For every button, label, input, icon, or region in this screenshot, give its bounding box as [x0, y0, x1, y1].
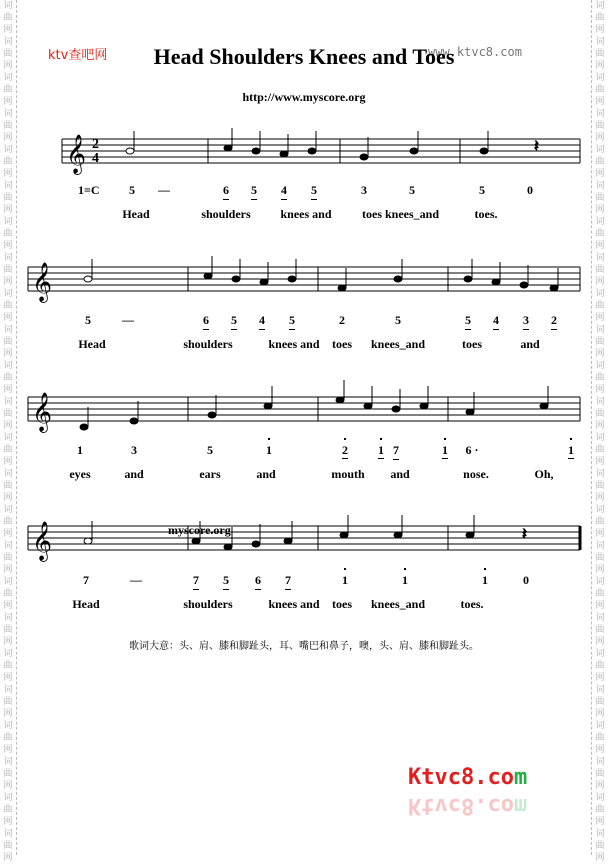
watermark-glyph: 网 — [595, 601, 605, 611]
notehead — [360, 154, 368, 160]
source-url: http://www.myscore.org — [242, 90, 366, 104]
watermark-glyph: 曲 — [595, 265, 605, 275]
lyric-word: and — [390, 467, 410, 481]
lyric-word: Head — [78, 337, 106, 351]
watermark-glyph: 网 — [595, 205, 605, 215]
watermark-glyph: 曲 — [595, 481, 605, 491]
watermark-glyph: 曲 — [3, 337, 13, 347]
lyric-word: knees and — [280, 207, 332, 221]
watermark-glyph: 网 — [595, 277, 605, 287]
jianpu-note: 5 — [251, 183, 257, 200]
notehead — [340, 532, 348, 538]
jianpu-note: 4 — [259, 313, 265, 330]
watermark-glyph: 词 — [595, 109, 605, 119]
watermark-glyph: 网 — [595, 25, 605, 35]
notehead — [84, 538, 92, 544]
time-signature — [92, 137, 99, 166]
numbered-notation-row — [0, 443, 574, 458]
watermark-glyph: 曲 — [3, 553, 13, 563]
watermark-glyph: 词 — [3, 37, 13, 47]
watermark-glyph: 曲 — [595, 337, 605, 347]
watermark-glyph: 词 — [3, 613, 13, 623]
watermark-glyph: 词 — [595, 361, 605, 371]
watermark-glyph: 网 — [3, 205, 13, 215]
watermark-glyph: 词 — [595, 37, 605, 47]
notehead — [192, 538, 200, 544]
notehead — [84, 276, 92, 282]
jianpu-note: 6 — [203, 313, 209, 330]
watermark-glyph: 曲 — [3, 733, 13, 743]
watermark-glyph: 词 — [595, 73, 605, 83]
jianpu-note: 6 · — [465, 443, 479, 457]
lyric-word: and — [124, 467, 144, 481]
notehead — [394, 532, 402, 538]
watermark-glyph: 网 — [3, 277, 13, 287]
jianpu-note: 5 — [85, 313, 91, 327]
jianpu-note: — — [122, 313, 134, 327]
jianpu-note: 5 — [223, 573, 229, 590]
lyric-word: toes — [462, 337, 482, 351]
jianpu-note: 3 — [523, 313, 529, 330]
notehead — [232, 276, 240, 282]
watermark-glyph: 曲 — [3, 301, 13, 311]
watermark-glyph: 曲 — [595, 13, 605, 23]
watermark-glyph: 词 — [595, 829, 605, 839]
notehead — [308, 148, 316, 154]
watermark-glyph: 网 — [595, 709, 605, 719]
watermark-glyph: 网 — [3, 241, 13, 251]
watermark-glyph: 网 — [3, 169, 13, 179]
notehead — [464, 276, 472, 282]
watermark-glyph: 曲 — [3, 625, 13, 635]
watermark-glyph: 网 — [3, 457, 13, 467]
jianpu-note: 5 — [289, 313, 295, 330]
lyric-word: knees_and — [384, 207, 440, 221]
watermark-glyph: 网 — [595, 457, 605, 467]
watermark-glyph: 曲 — [595, 661, 605, 671]
watermark-glyph: 网 — [595, 97, 605, 107]
watermark-glyph: 词 — [3, 793, 13, 803]
jianpu-note: 2 — [342, 443, 348, 457]
jianpu-note: 0 — [523, 573, 529, 587]
lyric-word: knees and — [268, 337, 320, 351]
notehead — [420, 403, 428, 409]
watermark-glyph: 曲 — [595, 157, 605, 167]
watermark-glyph: 词 — [3, 361, 13, 371]
jianpu-note: 5 — [207, 443, 213, 457]
watermark-glyph: 词 — [595, 469, 605, 479]
watermark-glyph: 曲 — [595, 373, 605, 383]
notehead — [364, 403, 372, 409]
watermark-glyph: 网 — [595, 421, 605, 431]
notehead — [520, 282, 528, 288]
watermark-glyph: 网 — [3, 745, 13, 755]
time-sig-bottom: 4 — [92, 151, 99, 166]
watermark-glyph: 曲 — [595, 553, 605, 563]
lyric-word: Head — [122, 207, 150, 221]
watermark-glyph: 网 — [3, 565, 13, 575]
notehead — [410, 148, 418, 154]
watermark-glyph: 词 — [595, 397, 605, 407]
notehead — [492, 279, 500, 285]
watermark-glyph: 网 — [3, 313, 13, 323]
watermark-glyph: 曲 — [3, 445, 13, 455]
jianpu-note: 7 — [83, 573, 89, 587]
numbered-notation-row — [0, 573, 529, 588]
watermark-glyph: 网 — [3, 349, 13, 359]
jianpu-note: 5 — [395, 313, 401, 327]
lyric-word: knees and — [268, 597, 320, 611]
jianpu-note: 1 — [402, 573, 408, 587]
watermark-glyph: 网 — [3, 781, 13, 791]
ktvc8-logo-reflection: Ktvc8.com — [408, 793, 528, 818]
watermark-glyph: 曲 — [595, 85, 605, 95]
watermark-glyph: 词 — [3, 397, 13, 407]
watermark-glyph: 曲 — [3, 373, 13, 383]
watermark-glyph: 曲 — [3, 157, 13, 167]
watermark-glyph: 曲 — [3, 193, 13, 203]
watermark-glyph: 网 — [595, 673, 605, 683]
notehead — [130, 418, 138, 424]
treble-clef-icon: 𝄞 — [66, 134, 87, 174]
notehead — [264, 403, 272, 409]
notehead — [288, 276, 296, 282]
watermark-glyph: 网 — [3, 133, 13, 143]
watermark-glyph: 词 — [3, 1, 13, 11]
time-sig-top: 2 — [92, 137, 99, 152]
watermark-glyph: 曲 — [3, 265, 13, 275]
watermark-glyph: 词 — [595, 217, 605, 227]
watermark-glyph: 网 — [595, 313, 605, 323]
watermark-glyph: 词 — [3, 469, 13, 479]
watermark-glyph: 曲 — [3, 409, 13, 419]
watermark-glyph: 曲 — [3, 841, 13, 851]
watermark-glyph: 词 — [3, 685, 13, 695]
watermark-glyph: 网 — [595, 745, 605, 755]
lyric-word: Head — [72, 597, 100, 611]
notehead — [480, 148, 488, 154]
jianpu-note: 5 — [479, 183, 485, 197]
notehead — [550, 285, 558, 291]
notehead — [224, 544, 232, 550]
watermark-glyph: 曲 — [3, 481, 13, 491]
watermark-glyph: 曲 — [595, 193, 605, 203]
watermark-glyph: 曲 — [595, 769, 605, 779]
watermark-glyph: 曲 — [3, 85, 13, 95]
notehead — [260, 279, 268, 285]
watermark-glyph: 词 — [3, 145, 13, 155]
lyric-word: toes — [332, 597, 352, 611]
lyric-word: Oh, — [534, 467, 554, 481]
watermark-glyph: 网 — [3, 493, 13, 503]
lyric-word: ears — [199, 467, 221, 481]
lyric-word: toes — [362, 207, 382, 221]
watermark-glyph: 网 — [3, 601, 13, 611]
watermark-glyph: 网 — [595, 241, 605, 251]
watermark-glyph: 词 — [3, 325, 13, 335]
jianpu-note: 5 — [409, 183, 415, 197]
watermark-glyph: 网 — [3, 853, 13, 863]
watermark-glyph: 曲 — [3, 121, 13, 131]
watermark-glyph: 网 — [595, 133, 605, 143]
notehead — [284, 538, 292, 544]
lyric-word: shoulders — [201, 207, 251, 221]
jianpu-note: 1 — [442, 443, 448, 457]
watermark-glyph: 网 — [595, 493, 605, 503]
treble-clef-icon: 𝄞 — [32, 521, 53, 561]
jianpu-note: 1 — [568, 443, 574, 457]
watermark-glyph: 曲 — [595, 301, 605, 311]
lyric-word: shoulders — [183, 597, 233, 611]
notehead — [338, 285, 346, 291]
watermark-glyph: 网 — [3, 97, 13, 107]
watermark-glyph: 曲 — [595, 697, 605, 707]
watermark-glyph: 曲 — [595, 121, 605, 131]
inline-site-watermark: myscore.org — [168, 523, 231, 537]
watermark-glyph: 词 — [595, 1, 605, 11]
watermark-glyph: 曲 — [3, 805, 13, 815]
watermark-glyph: 网 — [595, 349, 605, 359]
watermark-glyph: 词 — [595, 649, 605, 659]
watermark-glyph: 词 — [595, 289, 605, 299]
treble-clef-icon: 𝄞 — [32, 392, 53, 432]
watermark-glyph: 曲 — [3, 517, 13, 527]
quarter-rest-icon: 𝄽 — [522, 524, 527, 543]
notehead — [392, 406, 400, 412]
jianpu-note: 5 — [129, 183, 135, 197]
jianpu-note: 7 — [285, 573, 291, 590]
jianpu-note: 5 — [311, 183, 317, 200]
lyric-word: eyes — [69, 467, 91, 481]
notehead — [126, 148, 134, 154]
watermark-glyph: 词 — [3, 505, 13, 515]
jianpu-note: 1 — [378, 443, 384, 457]
jianpu-note: 5 — [465, 313, 471, 330]
watermark-glyph: 曲 — [595, 517, 605, 527]
watermark-glyph: 网 — [3, 421, 13, 431]
watermark-glyph: 词 — [595, 613, 605, 623]
lyric-word: knees_and — [370, 337, 426, 351]
jianpu-note: 4 — [493, 313, 499, 330]
watermark-glyph: 词 — [595, 145, 605, 155]
watermark-glyph: 网 — [3, 709, 13, 719]
watermark-glyph: 词 — [3, 73, 13, 83]
watermark-glyph: 网 — [3, 673, 13, 683]
notehead — [466, 532, 474, 538]
watermark-glyph: 网 — [3, 637, 13, 647]
lyric-word: and — [256, 467, 276, 481]
watermark-glyph: 曲 — [595, 445, 605, 455]
lyric-word: mouth — [331, 467, 365, 481]
notehead — [80, 424, 88, 430]
lyric-word: toes — [332, 337, 352, 351]
jianpu-note: 2 — [551, 313, 557, 330]
watermark-glyph: 词 — [3, 253, 13, 263]
jianpu-note: — — [130, 573, 142, 587]
watermark-glyph: 网 — [595, 637, 605, 647]
watermark-glyph: 曲 — [3, 13, 13, 23]
watermark-glyph: 词 — [595, 181, 605, 191]
ktvc8-logo: Ktvc8.com — [408, 765, 528, 790]
site-watermark: www.ktvc8.com — [428, 45, 522, 59]
notehead — [224, 145, 232, 151]
watermark-glyph: 词 — [3, 289, 13, 299]
jianpu-note: 1 — [482, 573, 488, 587]
watermark-glyph: 网 — [595, 565, 605, 575]
jianpu-note: 0 — [527, 183, 533, 197]
watermark-glyph: 词 — [3, 433, 13, 443]
watermark-glyph: 曲 — [3, 697, 13, 707]
watermark-glyph: 曲 — [595, 733, 605, 743]
watermark-glyph: 曲 — [3, 49, 13, 59]
watermark-glyph: 词 — [3, 109, 13, 119]
watermark-glyph: 网 — [3, 529, 13, 539]
lyric-word: toes. — [460, 597, 484, 611]
watermark-glyph: 词 — [3, 649, 13, 659]
jianpu-note: 1 — [77, 443, 83, 457]
watermark-glyph: 曲 — [595, 589, 605, 599]
watermark-glyph: 曲 — [595, 841, 605, 851]
notehead — [394, 276, 402, 282]
watermark-glyph: 曲 — [3, 769, 13, 779]
jianpu-note: 2 — [339, 313, 345, 327]
watermark-glyph: 网 — [595, 61, 605, 71]
watermark-glyph: 词 — [595, 721, 605, 731]
jianpu-note: 7 — [193, 573, 199, 590]
watermark-glyph: 网 — [595, 853, 605, 863]
watermark-glyph: 词 — [595, 541, 605, 551]
watermark-glyph: 曲 — [3, 589, 13, 599]
watermark-glyph: 曲 — [595, 49, 605, 59]
lyrics-meaning: 歌词大意：头、肩、膝和脚趾头，耳、嘴巴和鼻子，噢，头、肩、膝和脚趾头。 — [129, 641, 479, 652]
watermark-glyph: 词 — [595, 685, 605, 695]
treble-clef-icon: 𝄞 — [32, 262, 53, 302]
watermark-glyph: 词 — [3, 181, 13, 191]
watermark-glyph: 网 — [595, 385, 605, 395]
jianpu-note: 7 — [393, 443, 399, 460]
watermark-glyph: 曲 — [595, 409, 605, 419]
quarter-rest-icon: 𝄽 — [534, 136, 539, 155]
watermark-glyph: 词 — [595, 757, 605, 767]
jianpu-note: 3 — [131, 443, 137, 457]
lyric-word: and — [520, 337, 540, 351]
watermark-glyph: 网 — [595, 529, 605, 539]
watermark-glyph: 曲 — [595, 805, 605, 815]
notehead — [466, 409, 474, 415]
page-title: Head Shoulders Knees and Toes — [153, 44, 455, 69]
watermark-glyph: 词 — [595, 433, 605, 443]
watermark-glyph: 词 — [595, 577, 605, 587]
watermark-glyph: 词 — [595, 325, 605, 335]
watermark-glyph: 网 — [3, 385, 13, 395]
lyric-word: nose. — [463, 467, 489, 481]
watermark-glyph: 网 — [3, 25, 13, 35]
watermark-glyph: 曲 — [3, 661, 13, 671]
watermark-glyph: 词 — [3, 217, 13, 227]
jianpu-note: 4 — [281, 183, 287, 200]
lyric-word: shoulders — [183, 337, 233, 351]
watermark-glyph: 词 — [3, 757, 13, 767]
notehead — [540, 403, 548, 409]
jianpu-note: 1 — [266, 443, 272, 457]
brand-watermark: ktv查吧网 — [48, 48, 108, 63]
watermark-glyph: 网 — [595, 781, 605, 791]
watermark-glyph: 曲 — [595, 625, 605, 635]
watermark-glyph: 曲 — [3, 229, 13, 239]
notehead — [252, 148, 260, 154]
notehead — [208, 412, 216, 418]
jianpu-note: 1 — [342, 573, 348, 587]
watermark-glyph: 网 — [3, 817, 13, 827]
key-signature: 1=C — [78, 183, 100, 197]
jianpu-note: 5 — [231, 313, 237, 330]
watermark-glyph: 词 — [3, 541, 13, 551]
notehead — [204, 273, 212, 279]
jianpu-note: 6 — [223, 183, 229, 200]
jianpu-note: — — [158, 183, 170, 197]
notehead — [336, 397, 344, 403]
lyric-word: toes. — [474, 207, 498, 221]
notehead — [252, 541, 260, 547]
jianpu-note: 6 — [255, 573, 261, 590]
jianpu-note: 3 — [361, 183, 367, 197]
watermark-glyph: 词 — [595, 793, 605, 803]
watermark-glyph: 词 — [595, 253, 605, 263]
watermark-glyph: 曲 — [595, 229, 605, 239]
watermark-glyph: 词 — [3, 721, 13, 731]
lyric-word: knees_and — [370, 597, 426, 611]
watermark-glyph: 网 — [595, 817, 605, 827]
watermark-glyph: 词 — [3, 577, 13, 587]
watermark-glyph: 网 — [595, 169, 605, 179]
watermark-glyph: 词 — [595, 505, 605, 515]
watermark-glyph: 网 — [3, 61, 13, 71]
watermark-glyph: 词 — [3, 829, 13, 839]
notehead — [280, 151, 288, 157]
